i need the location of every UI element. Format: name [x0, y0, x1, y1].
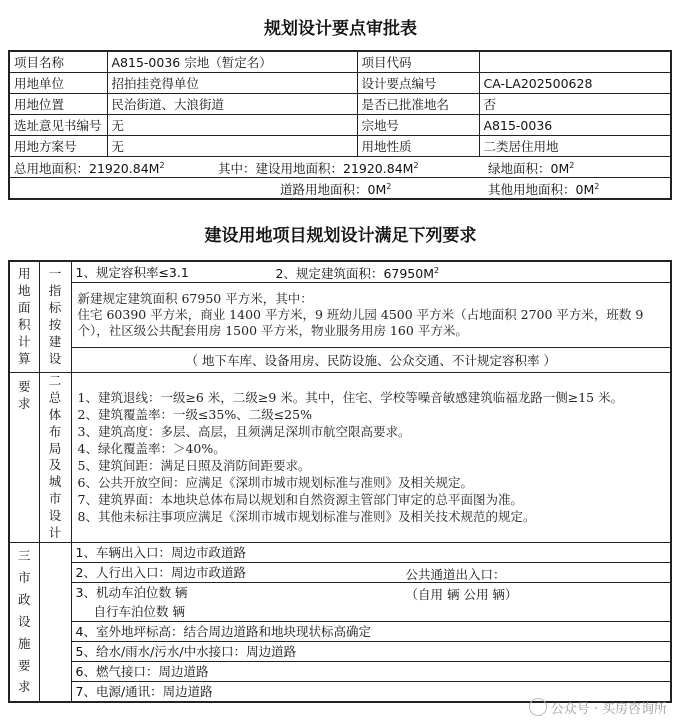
field-value: CA-LA202500628	[479, 73, 671, 94]
layout-requirement-item: 2、建筑覆盖率：一级≤35%、二级≤25%	[77, 407, 312, 423]
section2-side-b: 二总体布局及城市设计	[39, 373, 71, 543]
basic-info-row	[9, 136, 671, 157]
field-value: 招拍挂竞得单位	[107, 73, 357, 94]
field-value: A815-0036	[479, 115, 671, 136]
build-area: 其中：建设用地面积：$21920.84M^2$	[218, 160, 419, 176]
requirements-table	[8, 260, 672, 703]
road-area: 道路用地面积：$0M^2$	[280, 181, 392, 197]
area-summary-row-2	[9, 178, 671, 200]
water-interfaces: 5、给水/雨水/污水/中水接口：周边道路	[71, 641, 671, 661]
field-label: 宗地号	[357, 115, 479, 136]
layout-requirement-item: 5、建筑间距：满足日照及消防间距要求。	[77, 458, 311, 474]
form-title: 规划设计要点审批表	[264, 19, 417, 39]
green-area: 绿地面积：$0M^2$	[488, 160, 575, 176]
bicycle-parking: 自行车泊位数 辆	[71, 602, 671, 622]
field-value: A815-0036 宗地（暂定名）	[107, 51, 357, 73]
parking-split: （自用 辆 公用 辆）	[405, 586, 518, 602]
field-label: 项目名称	[9, 51, 107, 73]
field-value: 无	[107, 115, 357, 136]
layout-requirement-item: 1、建筑退线：一级≥6 米，二级≥9 米。其中，住宅、学校等噪音敏感建筑临福龙路一侧≥15 米。	[77, 390, 624, 406]
layout-requirement-item: 8、其他未标注事项应满足《深圳市城市规划标准与准则》及相关技术规范的规定。	[77, 509, 536, 525]
field-value: 否	[479, 94, 671, 115]
total-area: 总用地面积：$21920.84M^2$	[14, 160, 165, 176]
ground-elevation: 4、室外地坪标高：结合周边道路和地块现状标高确定	[71, 621, 671, 641]
section3-side: 三市政设施要求	[9, 542, 39, 702]
basic-info-row	[9, 115, 671, 136]
section1-side-a: 用地面积计算	[9, 261, 39, 373]
layout-requirement-item: 4、绿化覆盖率：＞40%。	[77, 441, 226, 457]
field-value: 二类居住用地	[479, 136, 671, 157]
basic-info-table	[8, 50, 672, 200]
basic-info-row	[9, 73, 671, 94]
section1-side-b: 一指标按建设	[39, 261, 71, 373]
wechat-icon	[529, 698, 547, 716]
requirements-title: 建设用地项目规划设计满足下列要求	[204, 226, 477, 246]
far-row	[71, 261, 671, 283]
field-value: 无	[107, 136, 357, 157]
layout-requirement-item: 6、公共开放空间：应满足《深圳市城市规划标准与准则》及相关规定。	[77, 475, 473, 491]
layout-requirement-item: 3、建筑高度：多层、高层，且须满足深圳市航空限高要求。	[77, 424, 411, 440]
field-value	[479, 51, 671, 73]
basic-info-row	[9, 94, 671, 115]
gas-interface: 6、燃气接口：周边道路	[71, 661, 671, 681]
field-label: 用地方案号	[9, 136, 107, 157]
field-label: 选址意见书编号	[9, 115, 107, 136]
field-label: 用地单位	[9, 73, 107, 94]
gfa-value: 2、规定建筑面积：$67950M^2$	[275, 265, 440, 281]
far-value: 1、规定容积率≤3.1	[75, 265, 189, 280]
field-label: 项目代码	[357, 51, 479, 73]
other-area: 其他用地面积：$0M^2$	[488, 181, 600, 197]
basic-info-row	[9, 51, 671, 73]
vehicle-entrance: 1、车辆出入口：周边市政道路	[71, 542, 671, 562]
field-label: 用地位置	[9, 94, 107, 115]
pedestrian-entrance-row	[71, 562, 671, 582]
area-summary-row	[9, 157, 671, 178]
layout-requirements	[71, 373, 671, 543]
pedestrian-entrance: 2、人行出入口：周边市政道路	[75, 565, 246, 581]
power-telecom: 7、电源/通讯：周边道路	[71, 681, 671, 702]
layout-requirement-item: 7、建筑界面：本地块总体布局以规划和自然资源主管部门审定的总平面图为准。	[77, 492, 523, 508]
field-label: 是否已批准地名	[357, 94, 479, 115]
section2-side-a: 要求	[9, 373, 39, 543]
public-passage: 公共通道出入口：	[405, 566, 506, 582]
field-label: 设计要点编号	[357, 73, 479, 94]
gfa-detail: 新建规定建筑面积 67950 平方米，其中： 住宅 60390 平方米，商业 1400 平方米，9 班幼儿园 4500 平方米（占地面积 2700 平方米，班数 9 个），社区级公共配套用房 1500 平方米，物业服务用房 160 平方米。	[71, 283, 671, 348]
section3-side-empty	[39, 542, 71, 702]
field-label: 用地性质	[357, 136, 479, 157]
exclusion-note: （ 地下车库、设备用房、民防设施、公众交通、不计规定容积率 ）	[71, 348, 671, 373]
parking-row	[71, 582, 671, 602]
field-value: 民治街道、大浪街道	[107, 94, 357, 115]
watermark: 公众号 · 买房咨询所	[529, 698, 667, 717]
car-parking: 3、机动车泊位数 辆	[75, 585, 188, 601]
